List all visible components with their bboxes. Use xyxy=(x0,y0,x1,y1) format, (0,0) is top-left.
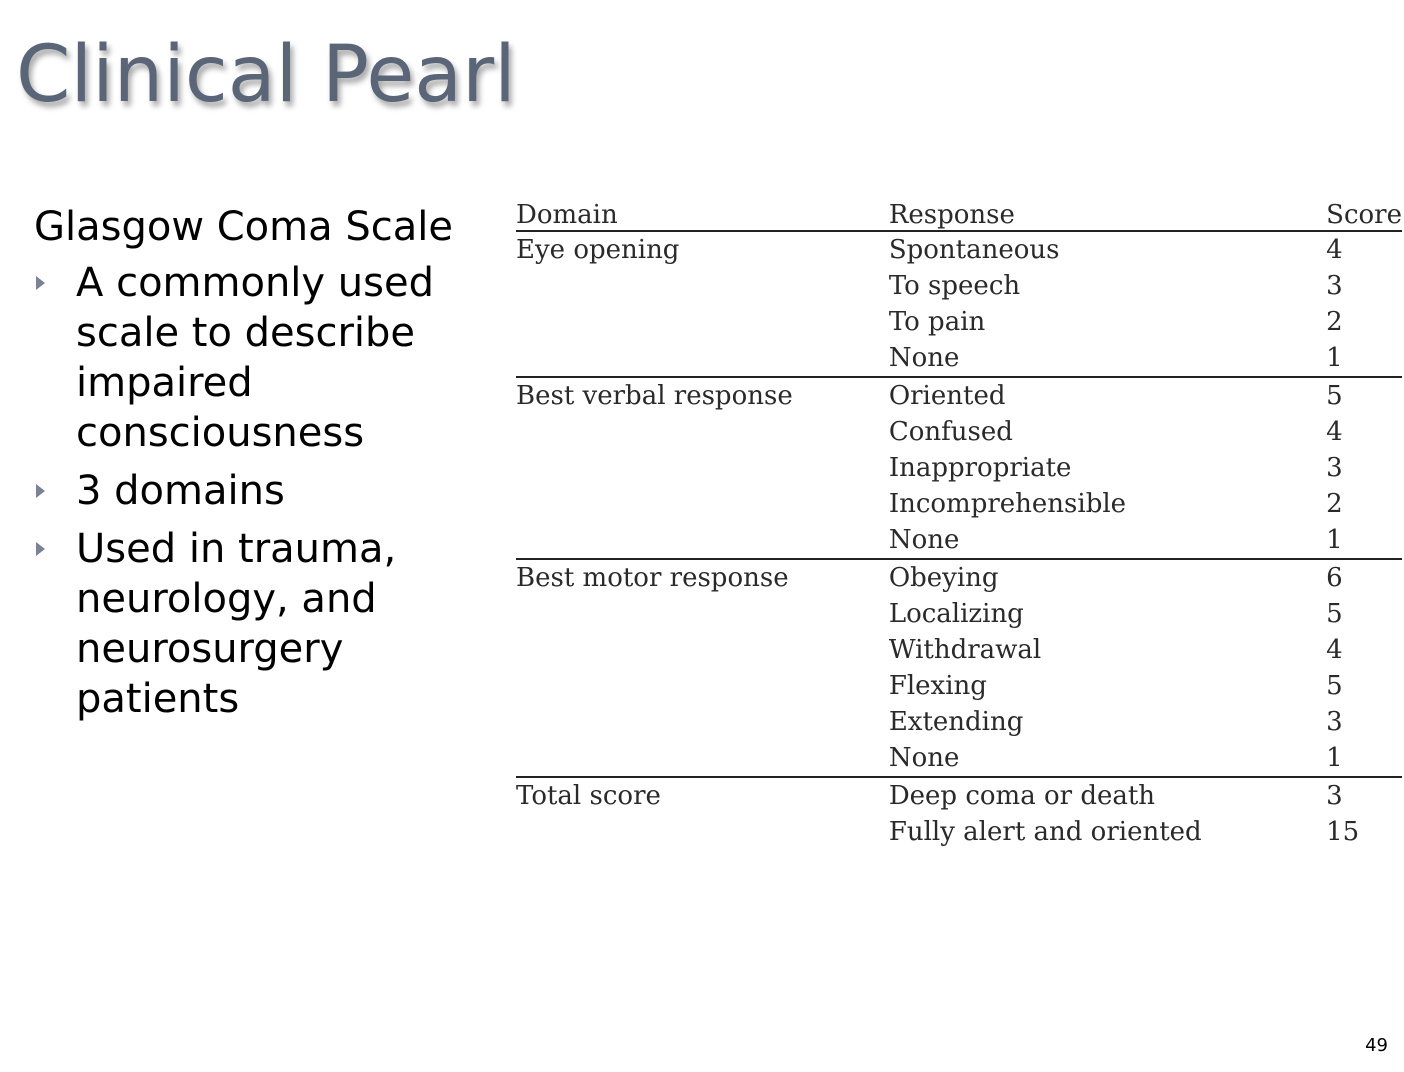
domain-cell xyxy=(516,304,889,340)
score-cell: 5 xyxy=(1326,381,1343,411)
score-cell: 1 xyxy=(1326,522,1402,559)
score-cell: 3 xyxy=(1326,453,1343,483)
bullet-item xyxy=(34,466,474,516)
table-row xyxy=(516,522,1402,559)
table-row xyxy=(516,814,1402,850)
header-domain: Domain xyxy=(516,194,889,231)
score-cell: 3 xyxy=(1326,707,1343,737)
table-row xyxy=(516,740,1402,777)
domain-cell xyxy=(516,522,889,559)
response-cell: Fully alert and oriented xyxy=(888,817,1202,847)
response-cell: None xyxy=(889,522,1326,559)
table-row xyxy=(516,596,1402,632)
domain-cell xyxy=(516,486,889,522)
score-cell: 1 xyxy=(1326,740,1402,777)
response-cell: Obeying xyxy=(888,563,999,593)
response-cell: Withdrawal xyxy=(888,635,1042,665)
domain-cell xyxy=(516,740,889,777)
table-row xyxy=(516,377,1402,414)
bullet-list xyxy=(34,258,474,724)
glasgow-coma-scale-table xyxy=(516,194,1402,850)
score-cell: 3 xyxy=(1326,781,1343,811)
bullet-text: Used in trauma, neurology, and neurosurgery patients xyxy=(76,526,397,722)
domain-cell: Best motor response xyxy=(516,563,789,593)
score-cell: 1 xyxy=(1326,340,1402,377)
response-cell: Extending xyxy=(888,707,1024,737)
score-cell: 4 xyxy=(1326,235,1343,265)
table-row xyxy=(516,340,1402,377)
bullet-arrow-icon xyxy=(36,542,45,556)
response-cell: Confused xyxy=(888,417,1013,447)
domain-cell xyxy=(516,668,889,704)
table-row xyxy=(516,668,1402,704)
response-cell: Inappropriate xyxy=(888,453,1072,483)
response-cell: Localizing xyxy=(888,599,1024,629)
domain-cell xyxy=(516,414,889,450)
table-row xyxy=(516,704,1402,740)
bullet-text: 3 domains xyxy=(76,468,285,514)
response-cell: Incomprehensible xyxy=(888,489,1127,519)
bullet-item xyxy=(34,258,474,458)
response-cell: Flexing xyxy=(888,671,987,701)
table-row xyxy=(516,559,1402,596)
score-cell: 4 xyxy=(1326,635,1343,665)
domain-cell: Eye opening xyxy=(516,235,680,265)
response-cell: Oriented xyxy=(888,381,1006,411)
response-cell: None xyxy=(889,740,1326,777)
page-number: 49 xyxy=(1365,1035,1388,1056)
table-row xyxy=(516,777,1402,814)
bullet-arrow-icon xyxy=(36,276,45,290)
header-response: Response xyxy=(889,194,1326,231)
score-cell: 2 xyxy=(1326,489,1343,519)
score-cell: 3 xyxy=(1326,271,1343,301)
score-cell: 15 xyxy=(1326,817,1360,847)
score-cell: 2 xyxy=(1326,307,1343,337)
domain-cell: Total score xyxy=(516,781,661,811)
header-score: Score xyxy=(1326,194,1402,231)
table-row xyxy=(516,632,1402,668)
slide-title: Clinical Pearl xyxy=(16,30,516,120)
table-row xyxy=(516,231,1402,268)
subtitle: Glasgow Coma Scale xyxy=(34,204,453,250)
table-row xyxy=(516,486,1402,522)
score-cell: 5 xyxy=(1326,671,1343,701)
response-cell: Spontaneous xyxy=(888,235,1060,265)
bullet-text: A commonly used scale to describe impaired consciousness xyxy=(76,260,434,456)
bullet-arrow-icon xyxy=(36,484,45,498)
response-cell: None xyxy=(889,340,1326,377)
domain-cell xyxy=(516,632,889,668)
domain-cell xyxy=(516,814,889,850)
domain-cell xyxy=(516,450,889,486)
response-cell: To pain xyxy=(888,307,986,337)
table-row xyxy=(516,268,1402,304)
score-cell: 4 xyxy=(1326,417,1343,447)
table-row xyxy=(516,414,1402,450)
table-row xyxy=(516,304,1402,340)
left-column xyxy=(34,202,474,732)
response-cell: To speech xyxy=(888,271,1021,301)
domain-cell xyxy=(516,704,889,740)
domain-cell xyxy=(516,340,889,377)
score-cell: 5 xyxy=(1326,599,1343,629)
domain-cell xyxy=(516,268,889,304)
domain-cell: Best verbal response xyxy=(516,381,793,411)
bullet-item xyxy=(34,524,474,724)
table-header-row xyxy=(516,194,1402,231)
response-cell: Deep coma or death xyxy=(888,781,1156,811)
table-row xyxy=(516,450,1402,486)
domain-cell xyxy=(516,596,889,632)
score-cell: 6 xyxy=(1326,563,1343,593)
